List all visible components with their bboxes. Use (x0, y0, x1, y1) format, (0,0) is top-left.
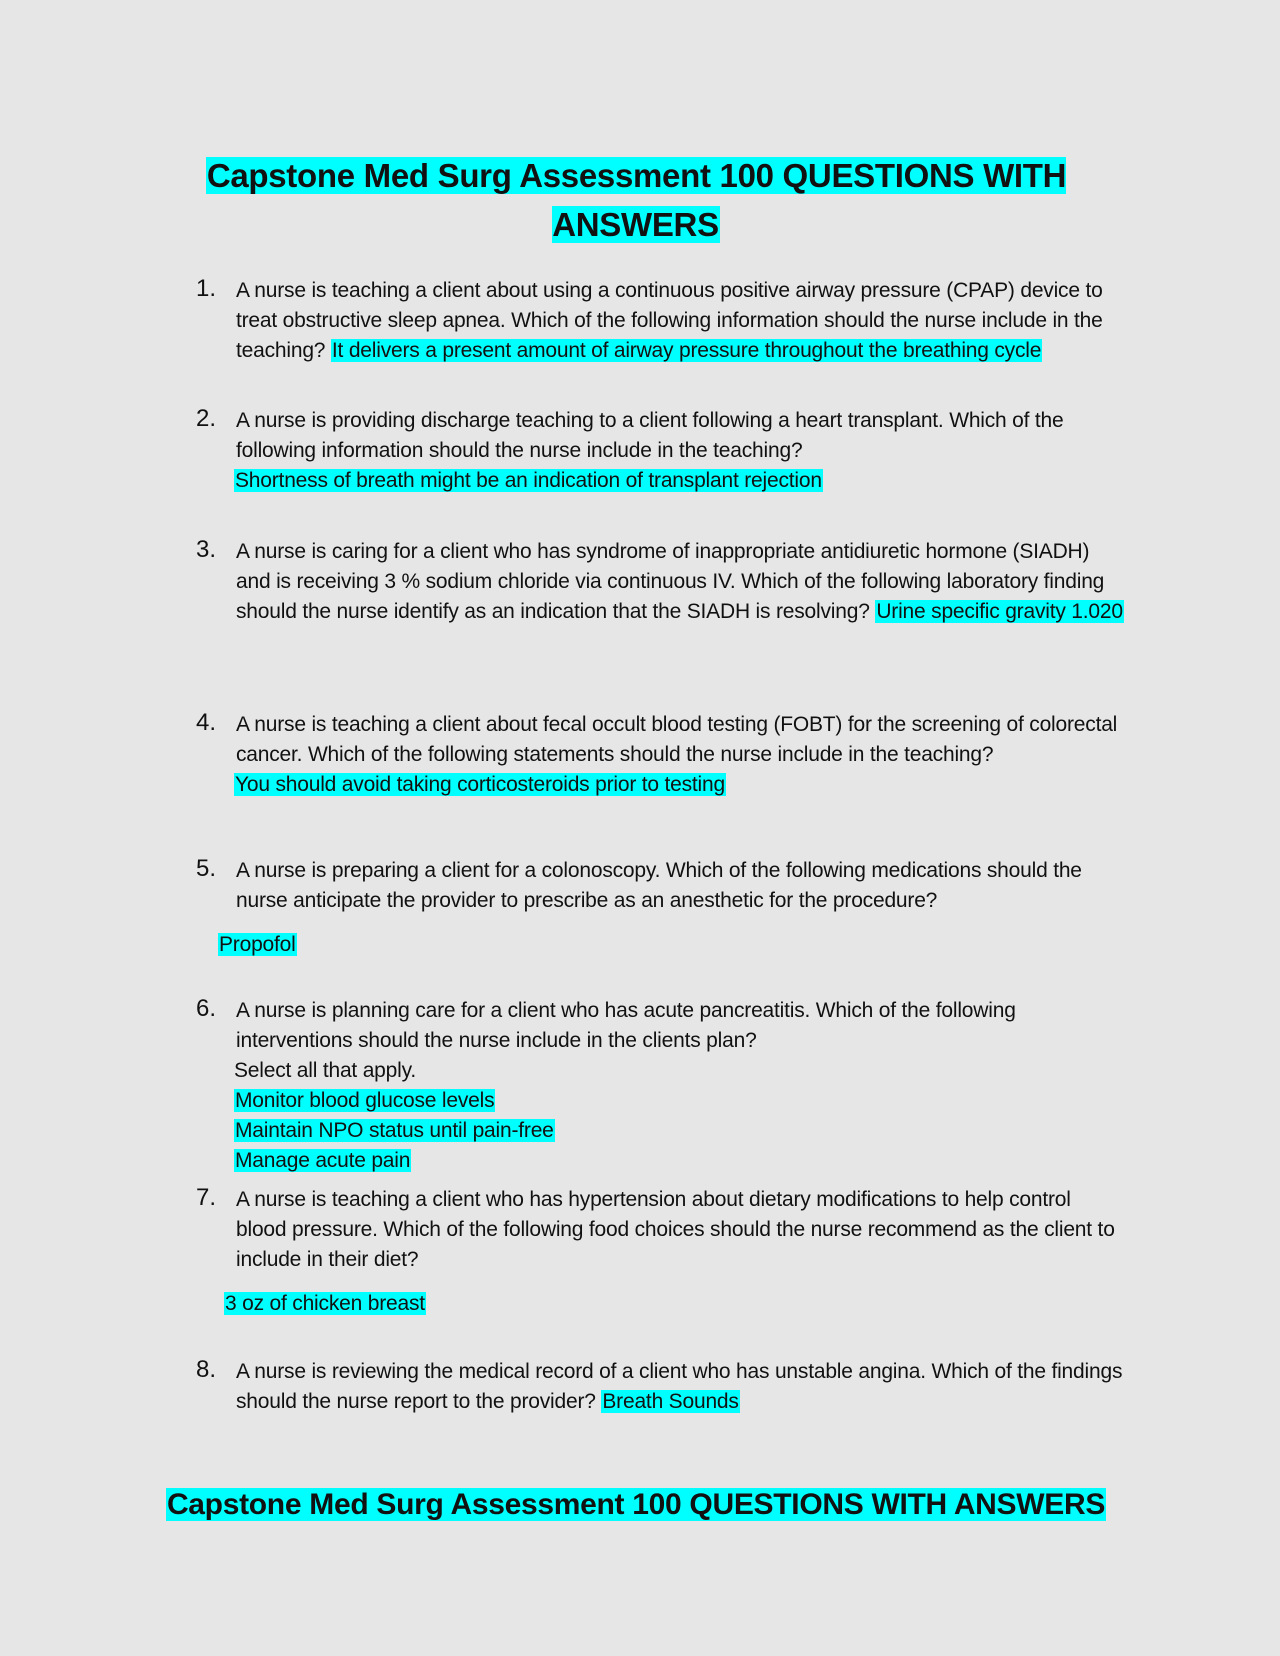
document-title-text: Capstone Med Surg Assessment 100 QUESTIONS WITH ANSWERS (206, 157, 1067, 243)
question-2 (196, 406, 1126, 496)
answer-line (234, 466, 1126, 496)
instruction-line: Select all that apply. (234, 1059, 416, 1082)
question-stem: A nurse is teaching a client about using a continuous positive airway pressure (CPAP) device to treat obstructive sleep apnea. Which of the following information should the nurse include in the teaching? (236, 279, 1103, 362)
question-number: 4. (196, 709, 217, 736)
question-1 (196, 276, 1126, 366)
question-number: 2. (196, 405, 217, 432)
question-text (236, 537, 1126, 627)
question-number: 5. (196, 855, 217, 882)
answer-highlight: Urine specific gravity 1.020 (876, 600, 1123, 623)
answer-highlight: Monitor blood glucose levels (235, 1089, 495, 1112)
question-stem: A nurse is caring for a client who has syndrome of inappropriate antidiuretic hormone (SIADH) and is receiving 3 % sodium chloride via continuous IV. Which of the following laboratory finding should the nurse identify as an indication that the SIADH is resolving? (236, 540, 1105, 623)
answer-highlight: Propofol (219, 933, 296, 956)
document-title (150, 151, 1122, 249)
answer-line (218, 930, 1126, 960)
question-6 (196, 996, 1126, 1176)
question-stem: A nurse is reviewing the medical record of a client who has unstable angina. Which of the findings should the nurse report to the provider? (236, 1360, 1123, 1413)
answer-highlight: Breath Sounds (602, 1390, 739, 1413)
answer-highlight: It delivers a present amount of airway pressure throughout the breathing cycle (331, 339, 1042, 362)
question-4 (196, 710, 1126, 800)
question-text: A nurse is providing discharge teaching to a client following a heart transplant. Which of the following information should the nurse include in the teaching? (236, 409, 1064, 462)
answer-line (234, 1116, 1126, 1146)
answer-highlight: 3 oz of chicken breast (225, 1292, 425, 1315)
question-3 (196, 537, 1126, 627)
question-7 (196, 1185, 1126, 1319)
answer-highlight: You should avoid taking corticosteroids prior to testing (235, 773, 725, 796)
question-text: A nurse is preparing a client for a colonoscopy. Which of the following medications should the nurse anticipate the provider to prescribe as an anesthetic for the procedure? (236, 859, 1082, 912)
question-5 (196, 856, 1126, 960)
answer-highlight: Maintain NPO status until pain-free (235, 1119, 554, 1142)
question-number: 1. (196, 275, 217, 302)
question-number: 7. (196, 1184, 217, 1211)
question-text: A nurse is planning care for a client who has acute pancreatitis. Which of the following interventions should the nurse include in the clients plan? (236, 999, 1016, 1052)
answer-highlight: Manage acute pain (235, 1149, 411, 1172)
footer-title-text: Capstone Med Surg Assessment 100 QUESTIONS WITH ANSWERS (166, 1488, 1106, 1521)
answer-highlight: Shortness of breath might be an indication of transplant rejection (235, 469, 822, 492)
answer-line (224, 1289, 1126, 1319)
question-number: 3. (196, 536, 217, 563)
question-text: A nurse is teaching a client who has hypertension about dietary modifications to help control blood pressure. Which of the following food choices should the nurse recommend as the client to include in their diet? (236, 1188, 1115, 1271)
footer-title (140, 1480, 1132, 1529)
answer-line (234, 1086, 1126, 1116)
question-text (236, 276, 1126, 366)
answer-line (234, 1146, 1126, 1176)
question-number: 8. (196, 1356, 217, 1383)
question-number: 6. (196, 995, 217, 1022)
answer-line (234, 770, 1126, 800)
question-8 (196, 1357, 1126, 1417)
question-text (236, 1357, 1126, 1417)
question-text: A nurse is teaching a client about fecal occult blood testing (FOBT) for the screening of colorectal cancer. Which of the following statements should the nurse include in the teaching? (236, 713, 1118, 766)
